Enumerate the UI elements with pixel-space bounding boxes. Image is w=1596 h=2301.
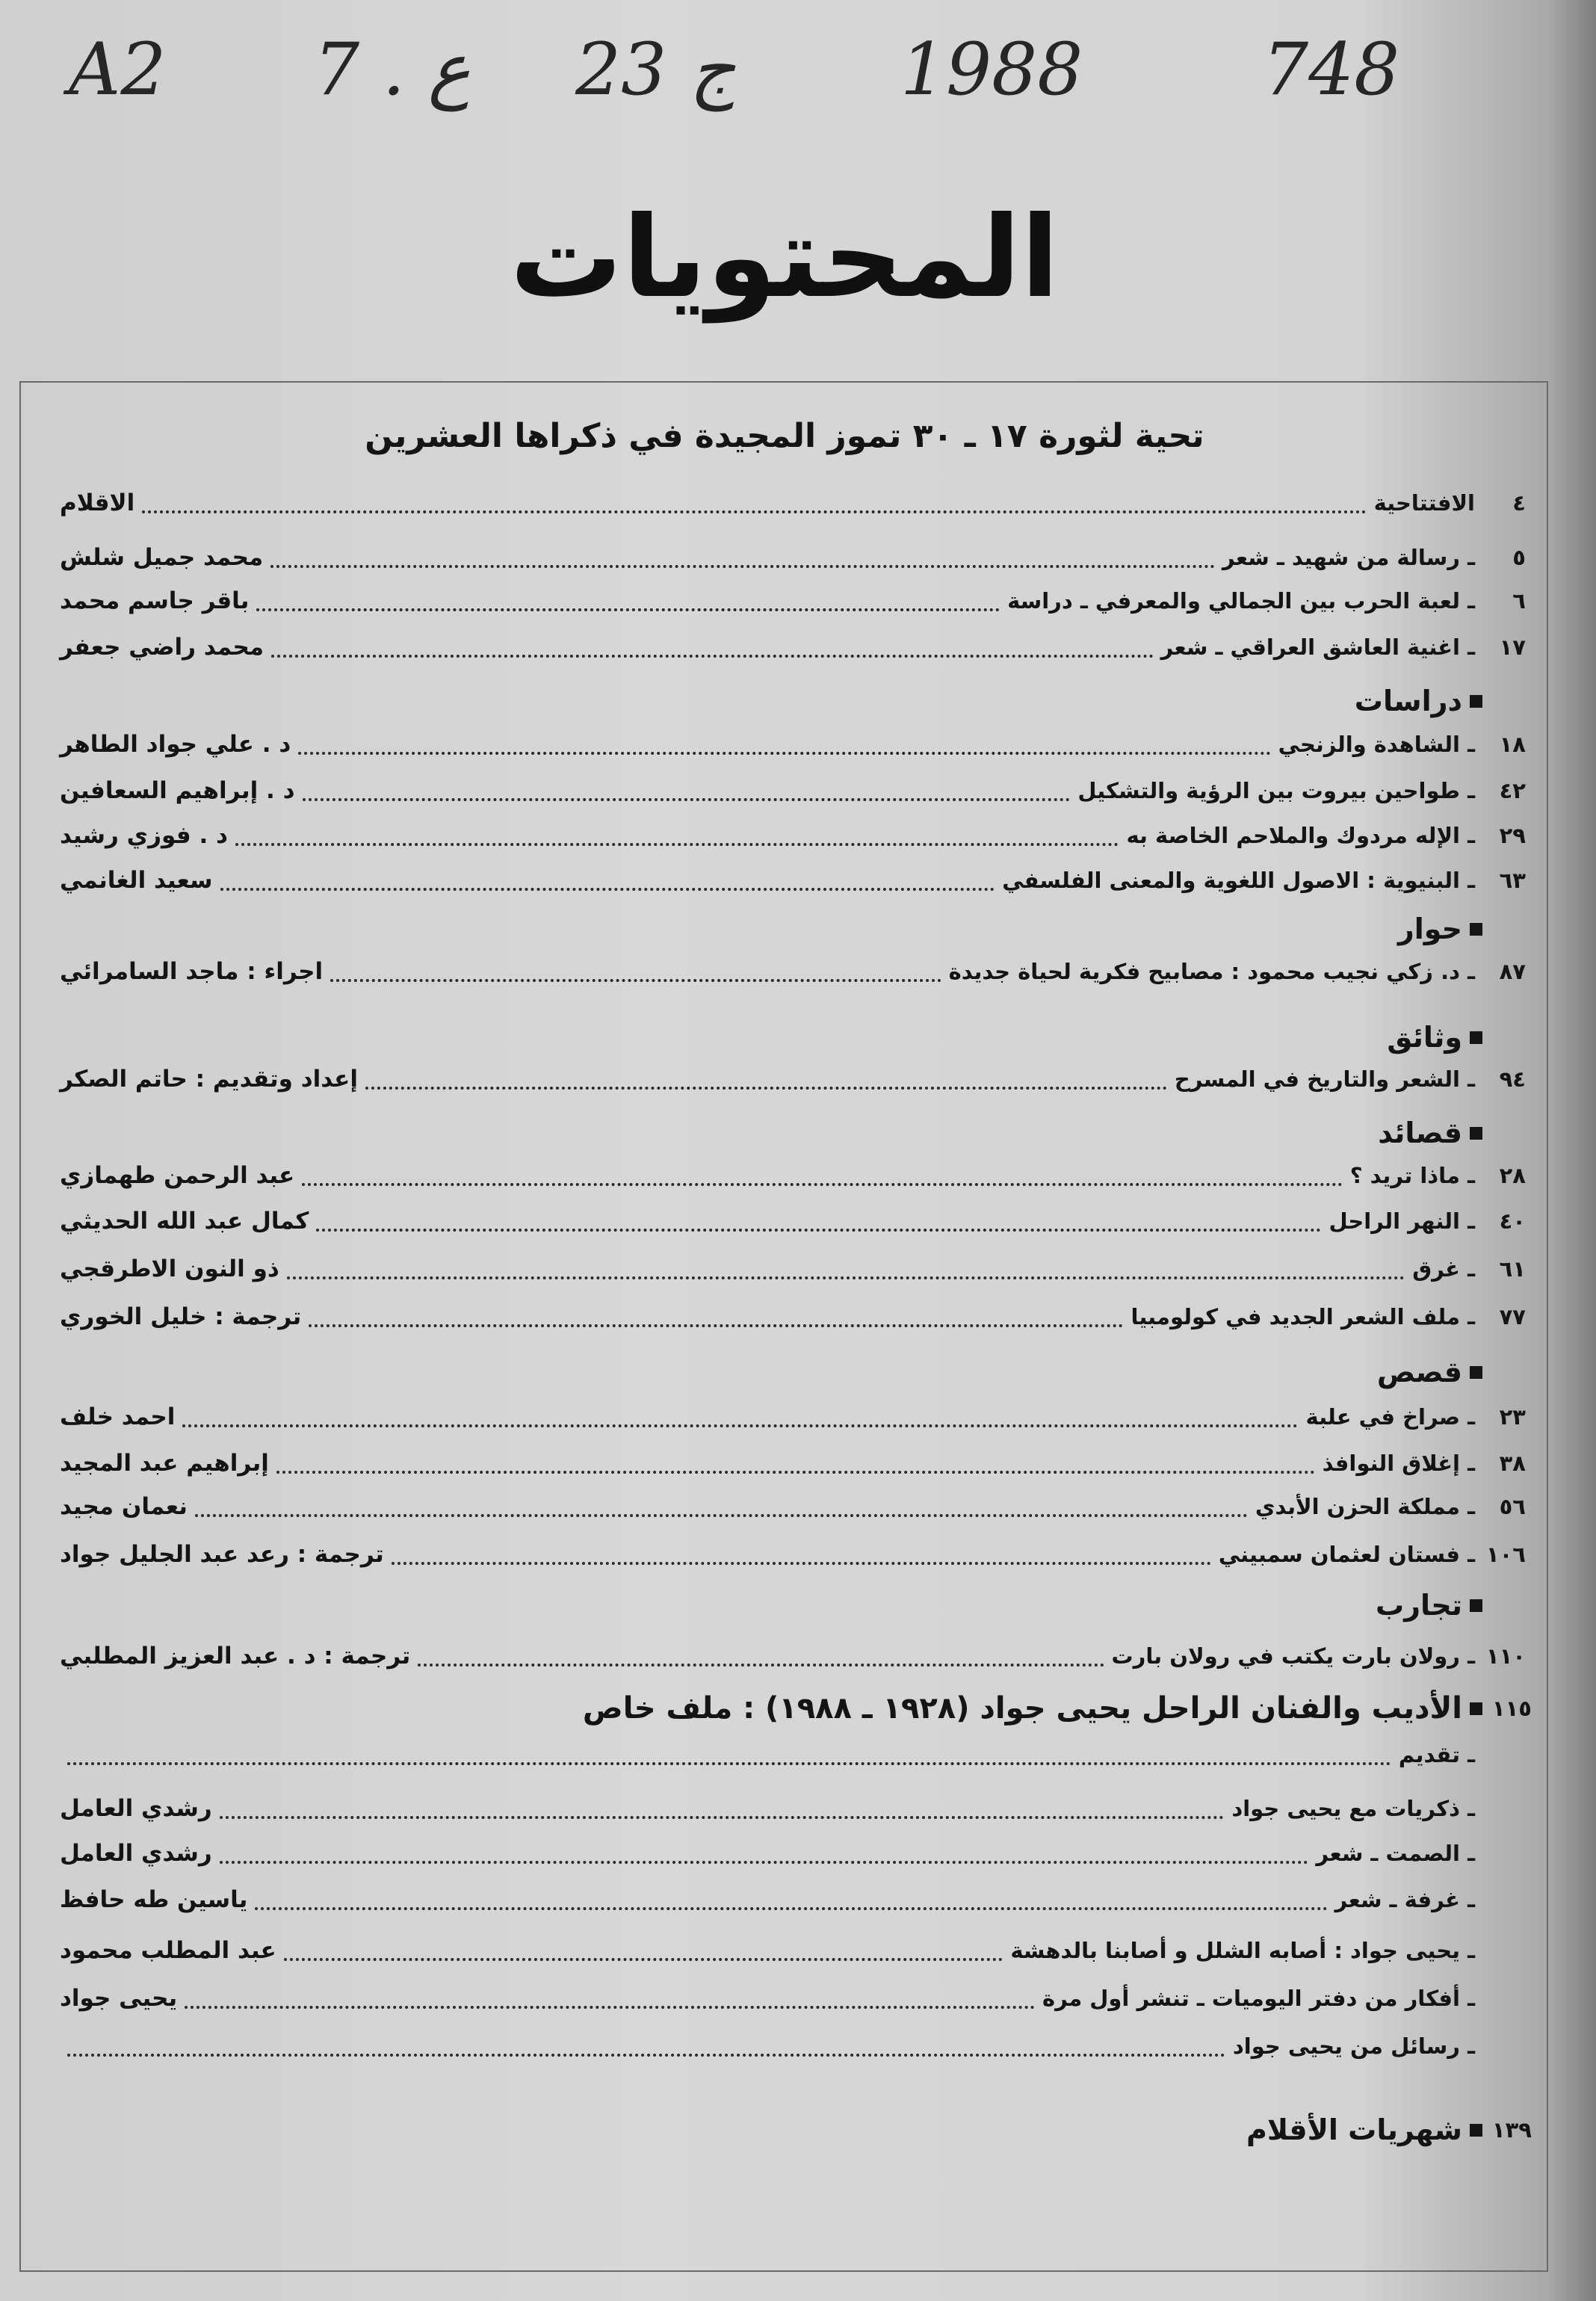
entry-title: ـ صراخ في علبة: [1305, 1404, 1475, 1430]
entry-title: ـ إغلاق النوافذ: [1322, 1451, 1475, 1476]
page-number: ٢٩: [1499, 823, 1526, 848]
entry-title: ـ أفكار من دفتر اليوميات ـ تنشر أول مرة: [1042, 1986, 1475, 2011]
section-label: حوار: [1397, 912, 1462, 945]
entry-author: محمد راضي جعفر: [60, 634, 265, 661]
entry-title: ـ النهر الراحل: [1329, 1208, 1475, 1234]
leader-dots: [330, 955, 941, 982]
entry-title: ـ رسالة من شهيد ـ شعر: [1222, 545, 1475, 570]
page-number: ٦: [1512, 588, 1526, 614]
handwritten-volume: 7 . ع: [314, 28, 471, 111]
toc-entry[interactable]: [60, 2025, 1526, 2067]
page-number: ٨٧: [1499, 959, 1526, 984]
bullet-square-icon: [1470, 1031, 1482, 1044]
toc-entry[interactable]: [60, 1058, 1526, 1100]
bullet-square-icon: [1470, 1127, 1482, 1140]
leader-dots: [309, 1300, 1123, 1327]
leader-dots: [418, 1640, 1104, 1667]
page-number: ٢٣: [1499, 1404, 1526, 1430]
toc-entry[interactable]: [60, 723, 1526, 765]
leader-dots: [270, 541, 1215, 568]
leader-dots: [271, 631, 1153, 658]
page-number: ١١٠: [1485, 1643, 1526, 1669]
entry-title: الافتتاحية: [1373, 490, 1475, 516]
toc-entry[interactable]: [60, 1296, 1526, 1338]
leader-dots: [67, 1738, 1391, 1765]
entry-title: ـ يحيى جواد : أصابه الشلل و أصابنا بالدهشة: [1010, 1938, 1475, 1963]
leader-dots: [185, 1982, 1035, 2009]
bullet-square-icon: [1470, 1366, 1482, 1379]
handwritten-ref: 748: [1263, 28, 1400, 111]
page-number: ١٧: [1499, 634, 1526, 660]
page-number: ١٨: [1499, 732, 1526, 757]
page-number: ٥: [1512, 545, 1526, 570]
entry-title: ـ ماذا تريد ؟: [1349, 1163, 1475, 1188]
entry-author: سعيد الغانمي: [60, 867, 213, 894]
page-number: ٤٠: [1499, 1208, 1526, 1234]
page-number: ٤٢: [1499, 778, 1526, 803]
entry-title: ـ مملكة الحزن الأبدي: [1255, 1494, 1475, 1519]
toc-entry[interactable]: [60, 1879, 1526, 1921]
bullet-square-icon: [1470, 1599, 1482, 1612]
toc-entry[interactable]: [60, 1734, 1526, 1776]
entry-author: محمد جميل شلش: [60, 544, 264, 571]
handwritten-issue: 23 ج: [575, 28, 736, 111]
toc-entry[interactable]: [60, 1486, 1526, 1528]
entry-title: ـ الصمت ـ شعر: [1316, 1841, 1475, 1866]
entry-author: ذو النون الاطرقجي: [60, 1255, 279, 1282]
entry-title: ـ فستان لعثمان سمبيني: [1218, 1542, 1475, 1567]
leader-dots: [303, 774, 1071, 801]
leader-dots: [220, 1837, 1309, 1864]
entry-title: ـ طواحين بيروت بين الرؤية والتشكيل: [1077, 778, 1475, 803]
section-heading-poems: [60, 1112, 1532, 1154]
leader-dots: [298, 728, 1270, 755]
leader-dots: [67, 2030, 1225, 2057]
entry-title: ـ لعبة الحرب بين الجمالي والمعرفي ـ دراسة: [1007, 588, 1475, 614]
entry-author: د . فوزي رشيد: [60, 822, 228, 849]
entry-title: ـ غرفة ـ شعر: [1334, 1887, 1475, 1912]
toc-entry[interactable]: [60, 580, 1526, 622]
entry-author: كمال عبد الله الحديثي: [60, 1208, 309, 1235]
toc-entry[interactable]: [60, 482, 1526, 524]
leader-dots: [302, 1159, 1342, 1186]
entry-author: احمد خلف: [60, 1403, 176, 1430]
entry-author: رشدي العامل: [60, 1840, 212, 1867]
entry-author: يحيى جواد: [60, 1985, 178, 2012]
bullet-square-icon: [1470, 695, 1482, 708]
page-number: ٩٤: [1499, 1066, 1526, 1092]
entry-title: ـ رولان بارت يكتب في رولان بارت: [1111, 1643, 1475, 1669]
entry-author: ترجمة : خليل الخوري: [60, 1303, 302, 1330]
entry-author: ياسين طه حافظ: [60, 1886, 248, 1913]
footer-monthly-section[interactable]: [60, 2109, 1532, 2151]
toc-entry[interactable]: [60, 1534, 1526, 1575]
leader-dots: [220, 864, 995, 891]
page-number: ٦٣: [1499, 868, 1526, 893]
toc-entry[interactable]: [60, 859, 1526, 901]
leader-dots: [276, 1447, 1315, 1474]
toc-entry[interactable]: [60, 1635, 1526, 1677]
entry-title: ـ غرق: [1412, 1256, 1475, 1282]
entry-title: ـ الشاهدة والزنجي: [1278, 732, 1475, 757]
entry-author: رشدي العامل: [60, 1795, 212, 1822]
leader-dots: [182, 1400, 1298, 1427]
leader-dots: [235, 819, 1119, 846]
toc-entry[interactable]: [60, 1442, 1526, 1484]
bullet-square-icon: [1470, 923, 1482, 936]
toc-entry[interactable]: [60, 1200, 1526, 1242]
leader-dots: [220, 1792, 1225, 1819]
entry-title: ـ البنيوية : الاصول اللغوية والمعنى الفلسفي: [1002, 868, 1475, 893]
entry-title: ـ د. زكي نجيب محمود : مصابيح فكرية لحياة جديدة: [948, 959, 1475, 984]
entry-author: باقر جاسم محمد: [60, 587, 250, 614]
page-number: ١٣٩: [1491, 2117, 1532, 2143]
entry-author: إعداد وتقديم : حاتم الصكر: [60, 1066, 358, 1093]
entry-author: إبراهيم عبد المجيد: [60, 1450, 269, 1477]
entry-title: ـ ملف الشعر الجديد في كولومبيا: [1130, 1304, 1475, 1329]
entry-author: نعمان مجيد: [60, 1493, 188, 1520]
page-number: ٧٧: [1499, 1304, 1526, 1329]
section-label: شهريات الأقلام: [1246, 2113, 1462, 2146]
page-title: المحتويات: [510, 193, 1060, 323]
entry-author: اجراء : ماجد السامرائي: [60, 958, 324, 985]
leader-dots: [255, 1883, 1327, 1910]
section-heading-stories: [60, 1351, 1532, 1393]
toc-entry[interactable]: [60, 1832, 1526, 1874]
page-number: ٦١: [1499, 1256, 1526, 1282]
toc-entry[interactable]: [60, 1155, 1526, 1196]
section-heading-studies: [60, 680, 1532, 722]
section-label: قصص: [1376, 1356, 1462, 1389]
entry-author: د . علي جواد الطاهر: [60, 731, 291, 758]
page-number: ٢٨: [1499, 1163, 1526, 1188]
entry-author: ترجمة : د . عبد العزيز المطلبي: [60, 1643, 411, 1670]
toc-entry[interactable]: [60, 1788, 1526, 1829]
toc-entry[interactable]: [60, 951, 1526, 992]
leader-dots: [392, 1538, 1211, 1565]
leader-dots: [365, 1063, 1167, 1090]
entry-author: د . إبراهيم السعافين: [60, 777, 295, 804]
leader-dots: [316, 1205, 1321, 1232]
section-label: دراسات: [1354, 685, 1462, 717]
toc-entry[interactable]: [60, 1248, 1526, 1290]
toc-entry[interactable]: [60, 815, 1526, 856]
page-number: ١٠٦: [1485, 1542, 1526, 1567]
page-number: ٥٦: [1499, 1494, 1526, 1519]
toc-entry[interactable]: [60, 770, 1526, 812]
toc-entry[interactable]: [60, 1977, 1526, 2019]
page-number: ٣٨: [1499, 1451, 1526, 1476]
section-label: الأديب والفنان الراحل يحيى جواد (١٩٢٨ ـ ١٩٨٨) : ملف خاص: [582, 1691, 1462, 1726]
entry-title: ـ تقديم: [1398, 1742, 1475, 1767]
bullet-square-icon: [1470, 1702, 1482, 1715]
section-heading-experiences: [60, 1584, 1532, 1626]
entry-title: ـ ذكريات مع يحيى جواد: [1231, 1796, 1475, 1821]
entry-title: ـ اغنية العاشق العراقي ـ شعر: [1160, 634, 1475, 660]
handwritten-year: 1988: [900, 28, 1083, 111]
entry-author: عبد المطلب محمود: [60, 1937, 276, 1964]
page-number: ٤: [1512, 490, 1526, 516]
leader-dots: [256, 584, 1000, 611]
leader-dots: [284, 1934, 1003, 1961]
section-heading-interview: [60, 908, 1532, 950]
handwritten-code: A2: [69, 28, 167, 111]
entry-author: الاقلام: [60, 489, 135, 516]
bullet-square-icon: [1470, 2124, 1482, 2137]
page-number: ١١٥: [1491, 1696, 1532, 1721]
leader-dots: [195, 1490, 1248, 1517]
entry-author: ترجمة : رعد عبد الجليل جواد: [60, 1541, 384, 1568]
section-label: تجارب: [1376, 1589, 1462, 1622]
contents-subtitle: تحية لثورة ١٧ ـ ٣٠ تموز المجيدة في ذكراها العشرين: [365, 417, 1204, 455]
section-label: قصائد: [1378, 1116, 1462, 1149]
section-heading-special-file: [60, 1687, 1532, 1729]
leader-dots: [142, 487, 1366, 513]
leader-dots: [287, 1253, 1405, 1279]
section-label: وثائق: [1387, 1021, 1462, 1054]
entry-title: ـ رسائل من يحيى جواد: [1232, 2033, 1475, 2059]
toc-entry[interactable]: [60, 1396, 1526, 1438]
toc-entry[interactable]: [60, 537, 1526, 578]
entry-title: ـ الشعر والتاريخ في المسرح: [1174, 1066, 1475, 1092]
entry-author: عبد الرحمن طهمازي: [60, 1162, 295, 1189]
toc-entry[interactable]: [60, 1930, 1526, 1971]
section-heading-documents: [60, 1016, 1532, 1058]
toc-entry[interactable]: [60, 626, 1526, 668]
entry-title: ـ الإله مردوك والملاحم الخاصة به: [1126, 823, 1475, 848]
